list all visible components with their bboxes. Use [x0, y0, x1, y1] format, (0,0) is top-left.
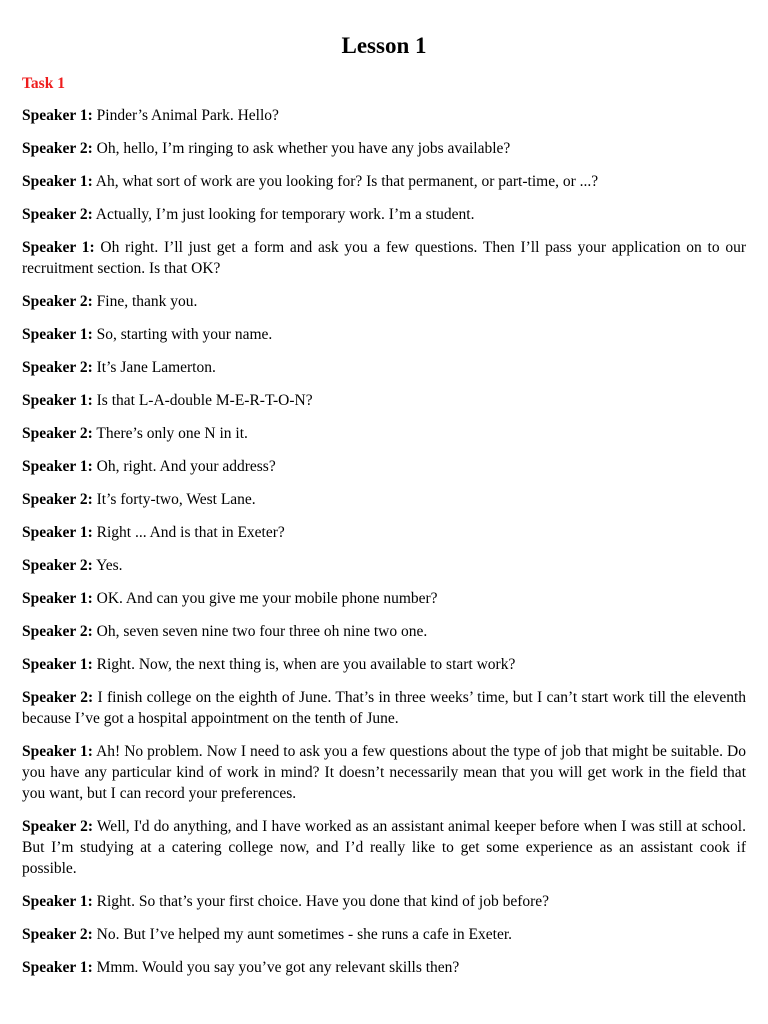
utterance-text: Oh, right. And your address? — [96, 458, 276, 475]
dialogue-line — [22, 357, 746, 378]
dialogue-line — [22, 687, 746, 729]
speaker-label: Speaker 1: — [22, 107, 93, 124]
speaker-label: Speaker 1: — [22, 458, 93, 475]
utterance-text: Mmm. Would you say you’ve got any relevant skills then? — [96, 959, 460, 976]
utterance-text: Yes. — [96, 557, 123, 574]
speaker-label: Speaker 2: — [22, 293, 93, 310]
speaker-label: Speaker 2: — [22, 140, 93, 157]
speaker-label: Speaker 1: — [22, 239, 95, 256]
speaker-label: Speaker 2: — [22, 425, 93, 442]
utterance-text: Oh, seven seven nine two four three oh nine two one. — [96, 623, 428, 640]
dialogue-line — [22, 390, 746, 411]
dialogue-line — [22, 291, 746, 312]
speaker-label: Speaker 2: — [22, 359, 93, 376]
dialogue-line — [22, 489, 746, 510]
speaker-label: Speaker 1: — [22, 392, 93, 409]
dialogue-transcript — [22, 105, 746, 978]
utterance-text: OK. And can you give me your mobile phone number? — [96, 590, 438, 607]
utterance-text: Oh right. I’ll just get a form and ask you a few questions. Then I’ll pass your application on to our recruitment section. Is that OK? — [22, 239, 747, 277]
utterance-text: Right. Now, the next thing is, when are you available to start work? — [96, 656, 516, 673]
utterance-text: Actually, I’m just looking for temporary work. I’m a student. — [95, 206, 475, 223]
dialogue-line — [22, 621, 746, 642]
dialogue-line — [22, 138, 746, 159]
lesson-title: Lesson 1 — [341, 33, 427, 58]
speaker-label: Speaker 2: — [22, 818, 94, 835]
speaker-label: Speaker 2: — [22, 926, 93, 943]
dialogue-line — [22, 456, 746, 477]
utterance-text: So, starting with your name. — [96, 326, 273, 343]
dialogue-line — [22, 324, 746, 345]
speaker-label: Speaker 1: — [22, 524, 93, 541]
dialogue-line — [22, 891, 746, 912]
speaker-label: Speaker 1: — [22, 656, 93, 673]
utterance-text: Oh, hello, I’m ringing to ask whether you have any jobs available? — [96, 140, 511, 157]
speaker-label: Speaker 1: — [22, 959, 93, 976]
dialogue-line — [22, 924, 746, 945]
utterance-text: Fine, thank you. — [96, 293, 198, 310]
utterance-text: Right ... And is that in Exeter? — [96, 524, 285, 541]
speaker-label: Speaker 2: — [22, 689, 94, 706]
dialogue-line — [22, 957, 746, 978]
utterance-text: There’s only one N in it. — [96, 425, 248, 442]
utterance-text: No. But I’ve helped my aunt sometimes - she runs a cafe in Exeter. — [96, 926, 513, 943]
task-heading: Task 1 — [22, 75, 65, 92]
utterance-text: It’s Jane Lamerton. — [96, 359, 216, 376]
dialogue-line — [22, 204, 746, 225]
speaker-label: Speaker 1: — [22, 173, 93, 190]
dialogue-line — [22, 171, 746, 192]
dialogue-line — [22, 522, 746, 543]
dialogue-line — [22, 237, 746, 279]
utterance-text: Pinder’s Animal Park. Hello? — [96, 107, 279, 124]
speaker-label: Speaker 1: — [22, 326, 93, 343]
speaker-label: Speaker 1: — [22, 743, 93, 760]
utterance-text: Right. So that’s your first choice. Have you done that kind of job before? — [96, 893, 550, 910]
utterance-text: I finish college on the eighth of June. That’s in three weeks’ time, but I can’t start work till the eleventh because I’ve got a hospital appointment on the tenth of June. — [22, 689, 746, 727]
speaker-label: Speaker 1: — [22, 893, 93, 910]
utterance-text: Ah! No problem. Now I need to ask you a few questions about the type of job that might be suitable. Do you have any particular kind of work in mind? It doesn’t necessarily mean that you will get work in the field that you want, but I can record your preferences. — [22, 743, 746, 802]
speaker-label: Speaker 2: — [22, 557, 93, 574]
dialogue-line — [22, 654, 746, 675]
utterance-text: Is that L-A-double M-E-R-T-O-N? — [96, 392, 313, 409]
speaker-label: Speaker 2: — [22, 206, 93, 223]
speaker-label: Speaker 2: — [22, 623, 93, 640]
dialogue-line — [22, 588, 746, 609]
dialogue-line — [22, 816, 746, 879]
dialogue-line — [22, 423, 746, 444]
utterance-text: Well, I'd do anything, and I have worked as an assistant animal keeper before when I was still at school. But I’m studying at a catering college now, and I’d really like to get some experience as an assistant cook if possible. — [22, 818, 746, 877]
utterance-text: Ah, what sort of work are you looking for? Is that permanent, or part-time, or ...? — [95, 173, 599, 190]
dialogue-line — [22, 741, 746, 804]
utterance-text: It’s forty-two, West Lane. — [96, 491, 256, 508]
dialogue-line — [22, 105, 746, 126]
speaker-label: Speaker 2: — [22, 491, 93, 508]
dialogue-line — [22, 555, 746, 576]
speaker-label: Speaker 1: — [22, 590, 93, 607]
